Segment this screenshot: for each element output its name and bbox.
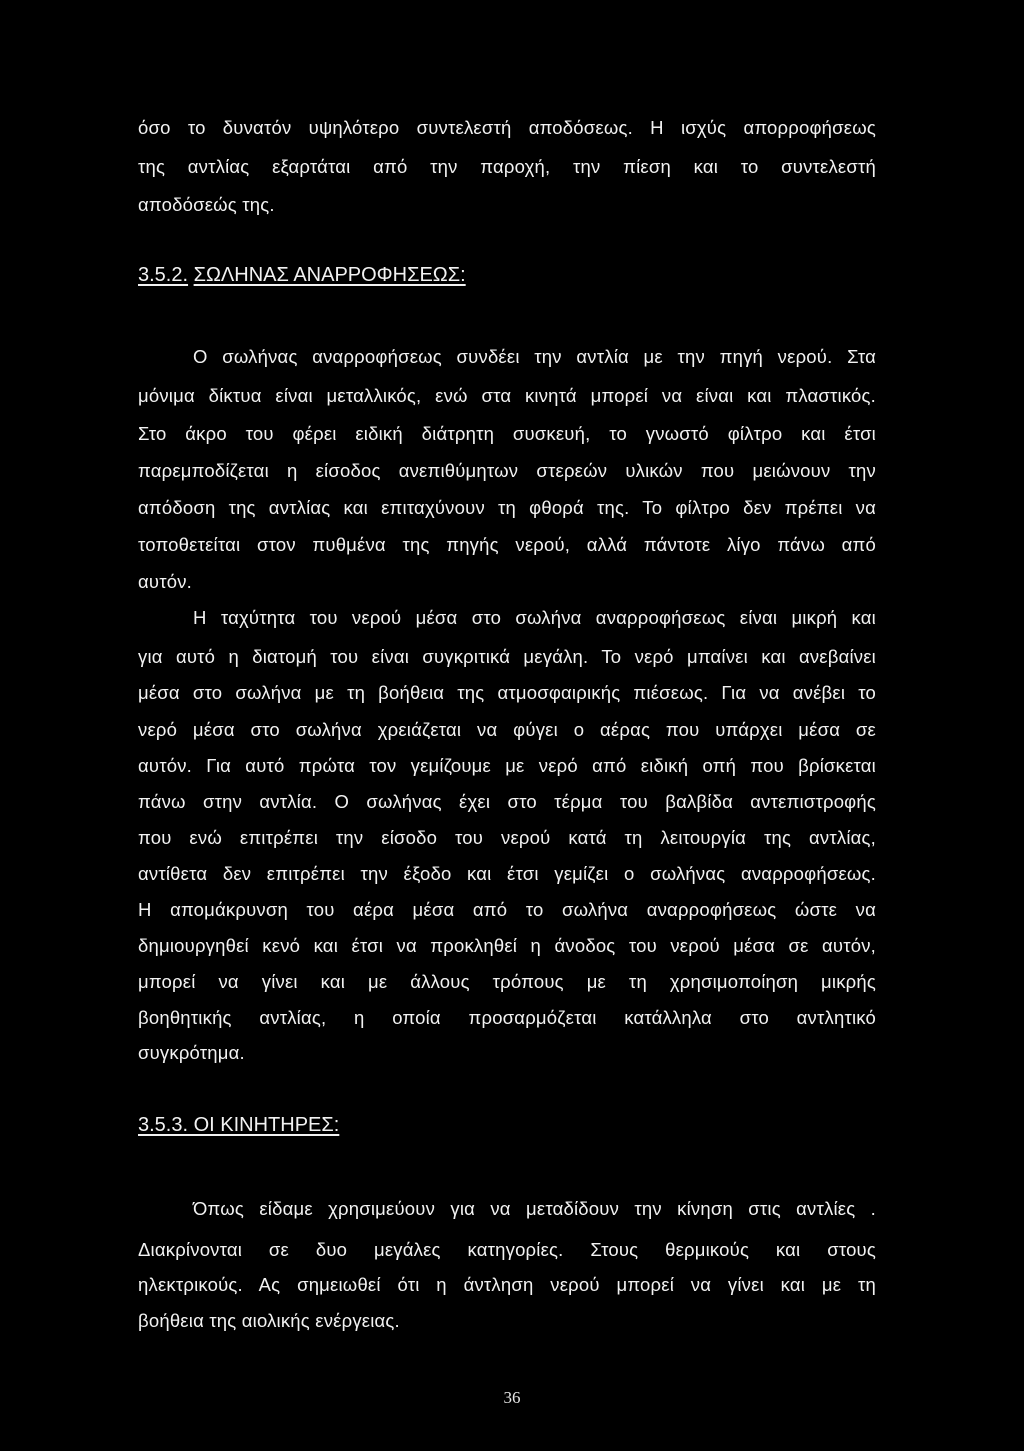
s352-p2-line-8: αντίθετα δεν επιτρέπει την έξοδο και έτσι γεμίζει ο σωλήνας αναρροφήσεως.: [138, 863, 876, 884]
page-number: 36: [503, 1388, 521, 1407]
s352-p1-line-4: παρεμποδίζεται η είσοδος ανεπιθύμητων στερεών υλικών που μειώνουν την: [138, 460, 876, 481]
s352-p2-line-1: Η ταχύτητα του νερού μέσα στο σωλήνα αναρροφήσεως είναι μικρή και: [193, 607, 876, 628]
section-number-352: 3.5.2.: [138, 264, 189, 286]
s352-p1-line-1: Ο σωλήνας αναρροφήσεως συνδέει την αντλία με την πηγή νερού. Στα: [193, 346, 876, 367]
section-heading-352: [138, 262, 466, 288]
s352-p2-line-13: συγκρότημα.: [138, 1042, 245, 1063]
section-title-353: 3.5.3. ΟΙ ΚΙΝΗΤΗΡΕΣ:: [138, 1114, 340, 1136]
s352-p1-line-5: απόδοση της αντλίας και επιταχύνουν τη φθορά της. Το φίλτρο δεν πρέπει να: [138, 497, 876, 518]
s352-p2-line-4: νερό μέσα στο σωλήνα χρειάζεται να φύγει ο αέρας που υπάρχει μέσα σε: [138, 719, 876, 740]
s352-p2-line-2: για αυτό η διατομή του είναι συγκριτικά μεγάλη. Το νερό μπαίνει και ανεβαίνει: [138, 646, 876, 667]
s352-p1-line-3: Στο άκρο του φέρει ειδική διάτρητη συσκευή, το γνωστό φίλτρο και έτσι: [138, 423, 876, 444]
s352-p2-line-3: μέσα στο σωλήνα με τη βοήθεια της ατμοσφαιρικής πιέσεως. Για να ανέβει το: [138, 682, 876, 703]
intro-line-2: της αντλίας εξαρτάται από την παροχή, την πίεση και το συντελεστή: [138, 156, 876, 177]
s352-p2-line-12: βοηθητικής αντλίας, η οποία προσαρμόζεται κατάλληλα στο αντλητικό: [138, 1007, 876, 1028]
section-title-352: ΣΩΛΗΝΑΣ ΑΝΑΡΡΟΦΗΣΕΩΣ:: [193, 264, 466, 286]
s352-p2-line-10: δημιουργηθεί κενό και έτσι να προκληθεί η άνοδος του νερού μέσα σε αυτόν,: [138, 935, 876, 956]
s352-p2-line-5: αυτόν. Για αυτό πρώτα τον γεμίζουμε με νερό από ειδική οπή που βρίσκεται: [138, 755, 876, 776]
s352-p2-line-11: μπορεί να γίνει και με άλλους τρόπους με τη χρησιμοποίηση μικρής: [138, 971, 876, 992]
s353-p1-line-2: Διακρίνονται σε δυο μεγάλες κατηγορίες. Στους θερμικούς και στους: [138, 1239, 876, 1260]
s352-p2-line-9: Η απομάκρυνση του αέρα μέσα από το σωλήνα αναρροφήσεως ώστε να: [138, 899, 876, 920]
intro-line-3: αποδόσεώς της.: [138, 194, 275, 215]
s352-p1-line-6: τοποθετείται στον πυθμένα της πηγής νερού, αλλά πάντοτε λίγο πάνω από: [138, 534, 876, 555]
s352-p1-line-2: μόνιμα δίκτυα είναι μεταλλικός, ενώ στα κινητά μπορεί να είναι και πλαστικός.: [138, 385, 876, 406]
s353-p1-line-3: ηλεκτρικούς. Ας σημειωθεί ότι η άντληση νερού μπορεί να γίνει και με τη: [138, 1274, 876, 1295]
s352-p2-line-7: που ενώ επιτρέπει την είσοδο του νερού κατά τη λειτουργία της αντλίας,: [138, 827, 876, 848]
s353-p1-line-4: βοήθεια της αιολικής ενέργειας.: [138, 1310, 400, 1331]
intro-line-1: όσο το δυνατόν υψηλότερο συντελεστή αποδόσεως. Η ισχύς απορροφήσεως: [138, 117, 876, 138]
section-heading-353: [138, 1112, 339, 1138]
s352-p2-line-6: πάνω στην αντλία. Ο σωλήνας έχει στο τέρμα του βαλβίδα αντεπιστροφής: [138, 791, 876, 812]
s353-p1-line-1: Όπως είδαμε χρησιμεύουν για να μεταδίδουν την κίνηση στις αντλίες .: [193, 1198, 876, 1219]
s352-p1-line-7: αυτόν.: [138, 571, 192, 592]
